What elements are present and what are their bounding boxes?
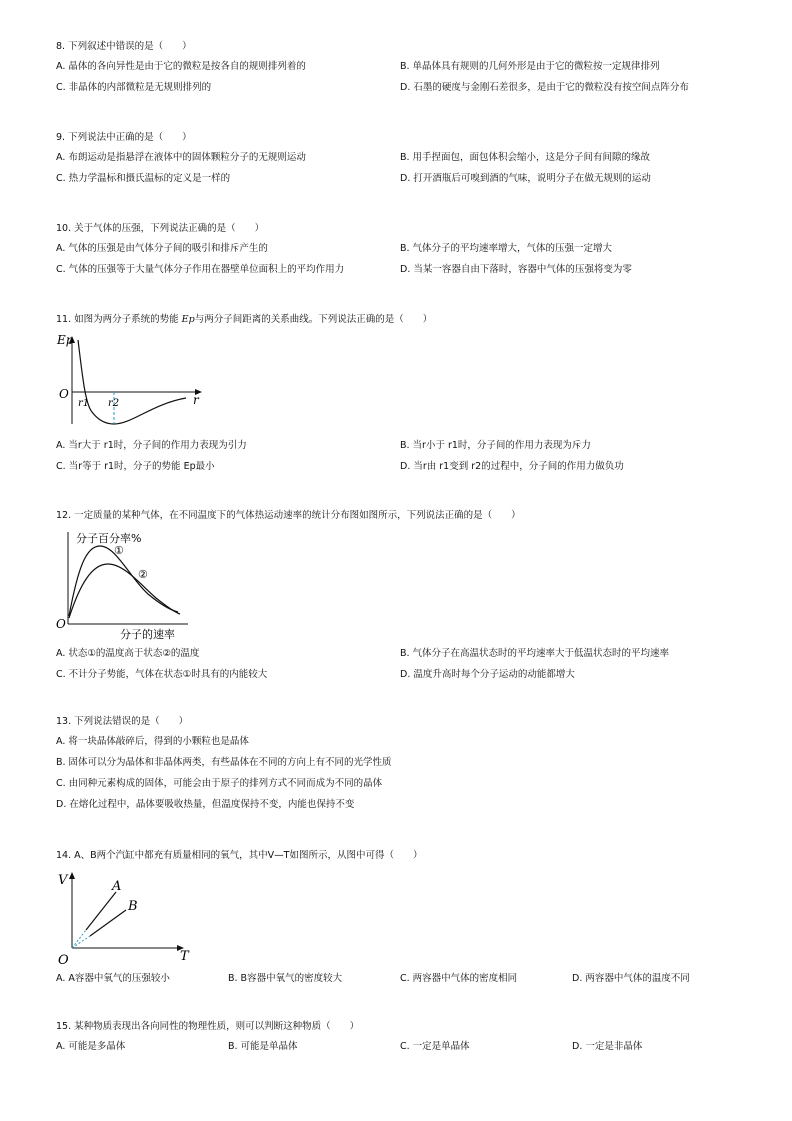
line-a-dashed (72, 930, 86, 948)
option-c[interactable]: C. 非晶体的内部微粒是无规则排列的 (56, 82, 212, 93)
option-b[interactable]: B. 当r小于 r1时，分子间的作用力表现为斥力 (400, 440, 591, 451)
option-b[interactable]: B. 单晶体具有规则的几何外形是由于它的微粒按一定规律排列 (400, 61, 660, 72)
option-a[interactable]: A. 可能是多晶体 (56, 1041, 126, 1052)
option-b[interactable]: B. 固体可以分为晶体和非晶体两类，有些晶体在不同的方向上有不同的光学性质 (56, 757, 392, 768)
question-stem: 14. A、B两个汽缸中都充有质量相同的氧气，其中V—T如图所示，从图中可得（ ） (56, 850, 423, 861)
r1-label: r1 (78, 398, 90, 409)
question-12 (56, 507, 756, 525)
potential-curve (78, 340, 186, 424)
curve-2-label: ② (138, 568, 148, 581)
option-b[interactable]: B. B容器中氧气的密度较大 (228, 973, 343, 984)
question-13 (56, 713, 756, 815)
question-11-options (56, 435, 756, 477)
option-a[interactable]: A. 布朗运动是指悬浮在液体中的固体颗粒分子的无规则运动 (56, 152, 306, 163)
option-d[interactable]: D. 石墨的硬度与金刚石差很多，是由于它的微粒没有按空间点阵分布 (400, 82, 689, 93)
question-14 (56, 847, 756, 865)
x-axis-label: 分子的速率 (120, 628, 175, 641)
volume-temperature-graph (56, 868, 196, 968)
line-a-label: A (112, 879, 122, 894)
r2-label: r2 (108, 398, 120, 409)
option-c[interactable]: C. 由同种元素构成的固体，可能会由于原子的排列方式不同而成为不同的晶体 (56, 778, 383, 789)
question-stem: 12. 一定质量的某种气体，在不同温度下的气体热运动速率的统计分布图如图所示，下列说法正确的是（ ） (56, 510, 521, 521)
line-b-dashed (72, 936, 90, 948)
y-axis-arrow (69, 872, 75, 879)
option-a[interactable]: A. 将一块晶体敲碎后，得到的小颗粒也是晶体 (56, 736, 249, 747)
origin-label: O (59, 387, 69, 401)
y-axis-label: 分子百分率% (76, 532, 142, 545)
question-stem: 15. 某种物质表现出各向同性的物理性质，则可以判断这种物质（ ） (56, 1021, 360, 1032)
option-a[interactable]: A. 当r大于 r1时，分子间的作用力表现为引力 (56, 440, 247, 451)
option-d[interactable]: D. 两容器中气体的温度不同 (572, 973, 690, 984)
option-c[interactable]: C. 一定是单晶体 (400, 1041, 470, 1052)
option-d[interactable]: D. 温度升高时每个分子运动的动能都增大 (400, 669, 575, 680)
origin-label: O (58, 953, 69, 968)
option-c[interactable]: C. 不计分子势能，气体在状态①时具有的内能较大 (56, 669, 268, 680)
option-d[interactable]: D. 当r由 r1变到 r2的过程中，分子间的作用力做负功 (400, 461, 624, 472)
stem-prefix: 11. 如图为两分子系统的势能 (56, 314, 182, 325)
line-b-label: B (128, 899, 138, 914)
option-d[interactable]: D. 在熔化过程中，晶体要吸收热量，但温度保持不变，内能也保持不变 (56, 799, 355, 810)
question-10 (56, 220, 756, 280)
option-b[interactable]: B. 可能是单晶体 (228, 1041, 298, 1052)
option-b[interactable]: B. 气体分子在高温状态时的平均速率大于低温状态时的平均速率 (400, 648, 670, 659)
option-c[interactable]: C. 当r等于 r1时，分子的势能 Ep最小 (56, 461, 215, 472)
origin-label: O (56, 617, 66, 631)
line-a (86, 892, 116, 930)
option-a[interactable]: A. A容器中氧气的压强较小 (56, 973, 170, 984)
option-d[interactable]: D. 当某一容器自由下落时，容器中气体的压强将变为零 (400, 264, 632, 275)
x-axis-label: T (180, 949, 189, 964)
option-c[interactable]: C. 热力学温标和摄氏温标的定义是一样的 (56, 173, 231, 184)
y-axis-label: V (58, 873, 68, 888)
option-a[interactable]: A. 晶体的各向异性是由于它的微粒是按各自的规则排列着的 (56, 61, 306, 72)
option-a[interactable]: A. 状态①的温度高于状态②的温度 (56, 648, 200, 659)
potential-energy-graph (56, 332, 206, 428)
question-stem: 13. 下列说法错误的是（ ） (56, 716, 189, 727)
question-11 (56, 311, 756, 329)
option-a[interactable]: A. 气体的压强是由气体分子间的吸引和排斥产生的 (56, 243, 268, 254)
option-b[interactable]: B. 气体分子的平均速率增大，气体的压强一定增大 (400, 243, 613, 254)
ep-symbol: Ep (181, 314, 195, 325)
line-b (90, 910, 126, 936)
option-d[interactable]: D. 一定是非晶体 (572, 1041, 643, 1052)
question-8 (56, 38, 756, 98)
question-9 (56, 129, 756, 189)
y-axis-label: Ep (57, 333, 74, 347)
option-c[interactable]: C. 气体的压强等于大量气体分子作用在器壁单位面积上的平均作用力 (56, 264, 345, 275)
question-12-options (56, 643, 756, 685)
stem-suffix: 与两分子间距离的关系曲线。下列说法正确的是（ ） (194, 314, 433, 325)
option-b[interactable]: B. 用手捏面包，面包体积会缩小，这是分子间有间隙的缘故 (400, 152, 651, 163)
question-stem: 10. 关于气体的压强，下列说法正确的是（ ） (56, 223, 265, 234)
curve-1-label: ① (114, 544, 124, 557)
x-axis-label: r (193, 393, 199, 407)
question-stem: 8. 下列叙述中错误的是（ ） (56, 41, 192, 52)
option-d[interactable]: D. 打开酒瓶后可嗅到酒的气味，说明分子在做无规则的运动 (400, 173, 651, 184)
option-c[interactable]: C. 两容器中气体的密度相同 (400, 973, 518, 984)
speed-distribution-graph (56, 528, 196, 644)
question-14-options (56, 968, 756, 989)
curve-2 (69, 564, 180, 618)
question-stem: 9. 下列说法中正确的是（ ） (56, 132, 192, 143)
question-stem (56, 311, 756, 329)
question-15 (56, 1018, 756, 1057)
